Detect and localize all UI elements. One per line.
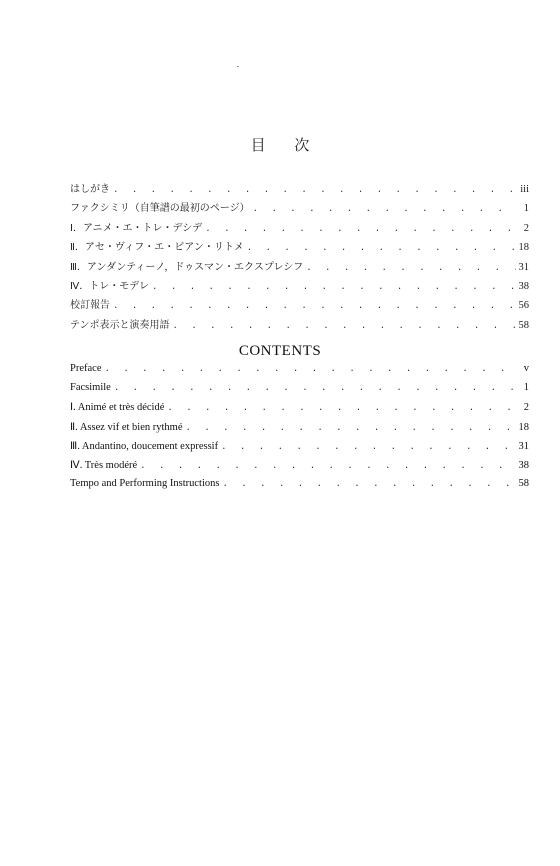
dot-leader — [152, 282, 515, 292]
toc-entry-page: 58 — [518, 478, 529, 490]
toc-entry-label: Ⅲ．アンダンティーノ，ドゥスマン・エクスプレシフ — [70, 261, 304, 273]
toc-entry — [70, 316, 529, 335]
toc-entry-label: Ⅱ．アセ・ヴィフ・エ・ビアン・リトメ — [70, 242, 244, 254]
dot-leader — [167, 403, 516, 413]
toc-entry-page: 56 — [518, 300, 529, 312]
dot-leader — [205, 224, 516, 234]
toc-entry-page: 18 — [518, 242, 529, 254]
dot-leader — [104, 364, 516, 374]
toc-entry-page: 31 — [518, 261, 529, 273]
toc-entry — [70, 363, 529, 382]
dot-leader — [253, 204, 516, 214]
dot-leader — [113, 185, 516, 195]
english-toc-list — [70, 363, 529, 497]
toc-entry — [70, 459, 529, 478]
toc-entry-label: Ⅳ. Très modéré — [70, 459, 138, 471]
toc-entry — [70, 180, 529, 199]
toc-entry — [70, 219, 529, 238]
dot-leader — [173, 321, 516, 331]
dot-leader — [221, 442, 515, 452]
toc-entry — [70, 478, 529, 497]
japanese-toc-list — [70, 180, 529, 335]
toc-entry-label: Ⅳ．トレ・モデレ — [70, 280, 150, 292]
english-toc-title: CONTENTS — [238, 343, 322, 359]
toc-entry-label: テンポ表示と演奏用語 — [70, 319, 170, 331]
toc-entry — [70, 440, 529, 459]
toc-entry — [70, 199, 529, 218]
toc-entry-page: 38 — [518, 459, 529, 471]
toc-entry — [70, 258, 529, 277]
dot-leader — [114, 383, 516, 393]
dot-leader — [185, 423, 515, 433]
toc-entry — [70, 238, 529, 257]
toc-entry-page: 2 — [523, 402, 529, 414]
toc-entry-page: 38 — [518, 280, 529, 292]
toc-entry-label: Ⅰ. Animé et très décidé — [70, 402, 165, 414]
dot-leader — [222, 479, 515, 489]
toc-entry — [70, 382, 529, 401]
toc-entry-label: Ⅱ. Assez vif et bien rythmé — [70, 421, 183, 433]
toc-entry-page: 18 — [518, 421, 529, 433]
toc-entry-label: Ⅲ. Andantino, doucement expressif — [70, 440, 219, 452]
toc-entry-label: 校訂報告 — [70, 300, 110, 312]
toc-entry-page: 2 — [523, 222, 529, 234]
toc-entry-page: 1 — [523, 382, 529, 394]
toc-entry-page: v — [523, 363, 529, 374]
toc-entry-label: Ⅰ．アニメ・エ・トレ・デシデ — [70, 222, 203, 234]
dot-leader — [113, 301, 516, 311]
toc-entry-label: はしがき — [70, 184, 110, 195]
toc-entry-label: Facsimile — [70, 382, 111, 394]
toc-entry-label: ファクシミリ（自筆譜の最初のページ） — [70, 203, 250, 215]
toc-entry-page: 1 — [523, 203, 529, 215]
toc-entry — [70, 401, 529, 420]
toc-entry-label: Tempo and Performing Instructions — [70, 478, 220, 490]
toc-entry — [70, 421, 529, 440]
japanese-toc-title: 目 次 — [250, 136, 322, 154]
toc-entry-page: iii — [520, 184, 529, 195]
toc-entry-label: Preface — [70, 363, 102, 374]
page-speck — [237, 66, 239, 67]
toc-entry — [70, 296, 529, 315]
dot-leader — [306, 263, 515, 273]
dot-leader — [247, 243, 516, 253]
toc-entry — [70, 277, 529, 296]
toc-entry-page: 58 — [518, 319, 529, 331]
toc-entry-page: 31 — [518, 440, 529, 452]
dot-leader — [140, 461, 515, 471]
